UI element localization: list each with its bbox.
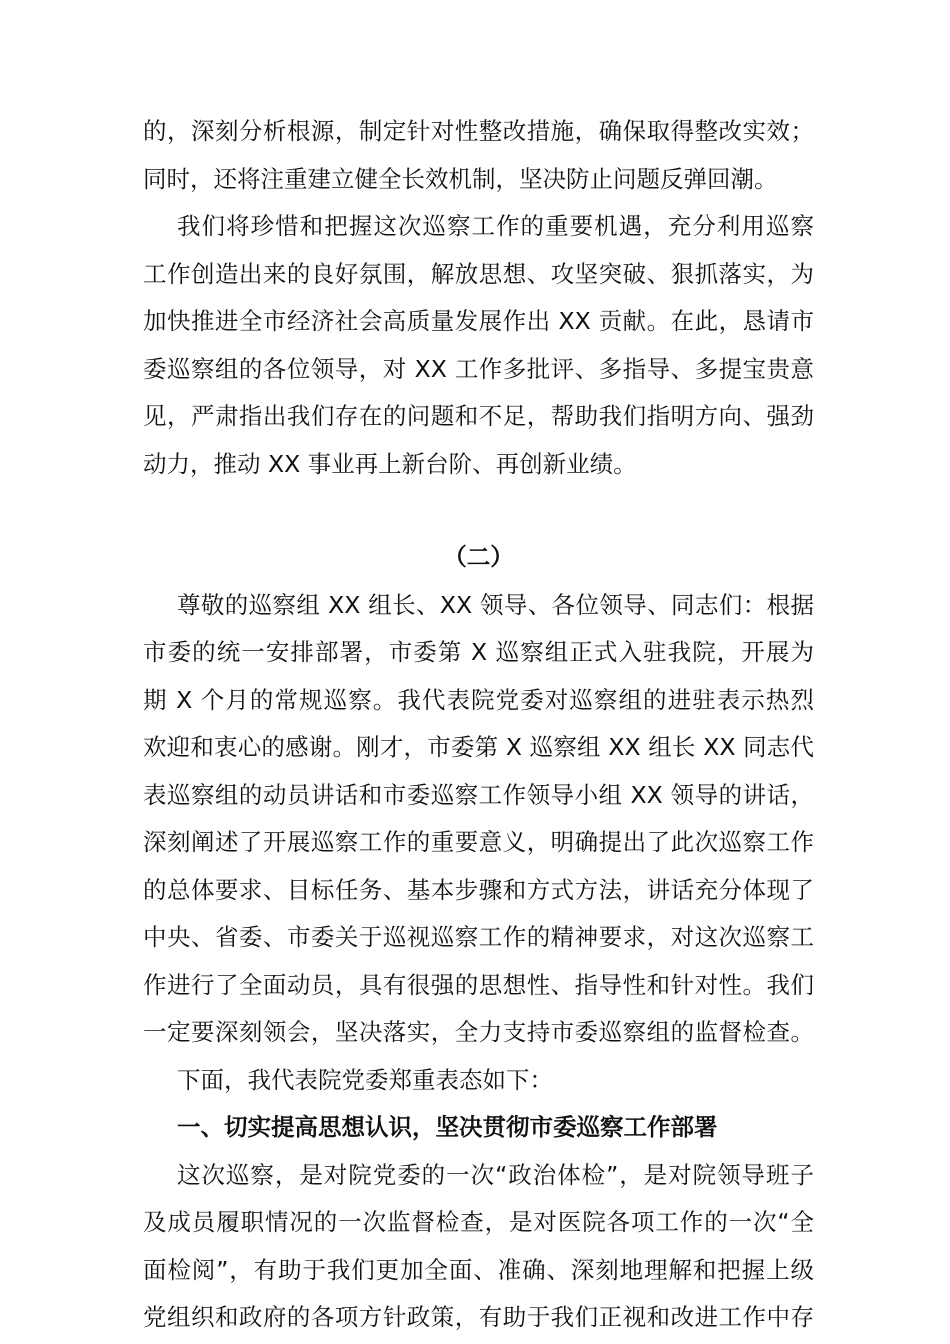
- text-line: 工作创造出来的良好氛围，解放思想、攻坚突破、狠抓落实，为: [143, 259, 814, 288]
- text-line: 我们将珍惜和把握这次巡察工作的重要机遇，充分利用巡察: [177, 212, 814, 240]
- text-line: 市委的统一安排部署，市委第 X 巡察组正式入驻我院，开展为: [143, 638, 814, 666]
- document-page: [143, 108, 814, 1342]
- paragraph-4: 下面，我代表院党委郑重表态如下：: [177, 1065, 553, 1094]
- text-line: 这次巡察，是对院党委的一次“政治体检”，是对院领导班子: [177, 1160, 814, 1189]
- text-line: 党组织和政府的各项方针政策，有助于我们正视和改进工作中存: [143, 1303, 814, 1331]
- text-line: 尊敬的巡察组 XX 组长、XX 领导、各位领导、同志们：根据: [177, 590, 814, 619]
- paragraph-5: [143, 1152, 814, 1342]
- text-line: 动力，推动 XX 事业再上新台阶、再创新业绩。: [143, 449, 637, 478]
- text-line: 作进行了全面动员，具有很强的思想性、指导性和针对性。我们: [143, 970, 814, 999]
- text-line: 面检阅”，有助于我们更加全面、准确、深刻地理解和把握上级: [143, 1255, 814, 1284]
- subheading-1: 一、切实提高思想认识，坚决贯彻市委巡察工作部署: [177, 1113, 718, 1141]
- blank-line: [143, 488, 814, 534]
- text-line: 见，严肃指出我们存在的问题和不足，帮助我们指明方向、强劲: [143, 402, 814, 430]
- text-line: 加快推进全市经济社会高质量发展作出 XX 贡献。在此，恳请市: [143, 307, 814, 335]
- text-line: 同时，还将注重建立健全长效机制，坚决防止问题反弹回潮。: [143, 164, 778, 193]
- text-line: 委巡察组的各位领导，对 XX 工作多批评、多指导、多提宝贵意: [143, 354, 814, 383]
- text-line: 欢迎和衷心的感谢。刚才，市委第 X 巡察组 XX 组长 XX 同志代: [143, 733, 814, 761]
- text-line: 的总体要求、目标任务、基本步骤和方式方法，讲话充分体现了: [143, 875, 814, 904]
- text-line: 表巡察组的动员讲话和市委巡察工作领导小组 XX 领导的讲话，: [143, 780, 814, 809]
- paragraph-2: [143, 203, 814, 488]
- text-line: 期 X 个月的常规巡察。我代表院党委对巡察组的进驻表示热烈: [143, 685, 814, 714]
- paragraph-3: [143, 582, 814, 1057]
- text-line: 一定要深刻领会，坚决落实，全力支持市委巡察组的监督检查。: [143, 1018, 814, 1046]
- text-line: 及成员履职情况的一次监督检查，是对医院各项工作的一次“全: [143, 1208, 814, 1236]
- section-heading: （二）: [443, 543, 514, 571]
- paragraph-1: [143, 108, 814, 203]
- text-line: 深刻阐述了开展巡察工作的重要意义，明确提出了此次巡察工作: [143, 828, 814, 856]
- text-line: 的，深刻分析根源，制定针对性整改措施，确保取得整改实效；: [143, 117, 814, 145]
- text-line: 中央、省委、市委关于巡视巡察工作的精神要求，对这次巡察工: [143, 923, 814, 951]
